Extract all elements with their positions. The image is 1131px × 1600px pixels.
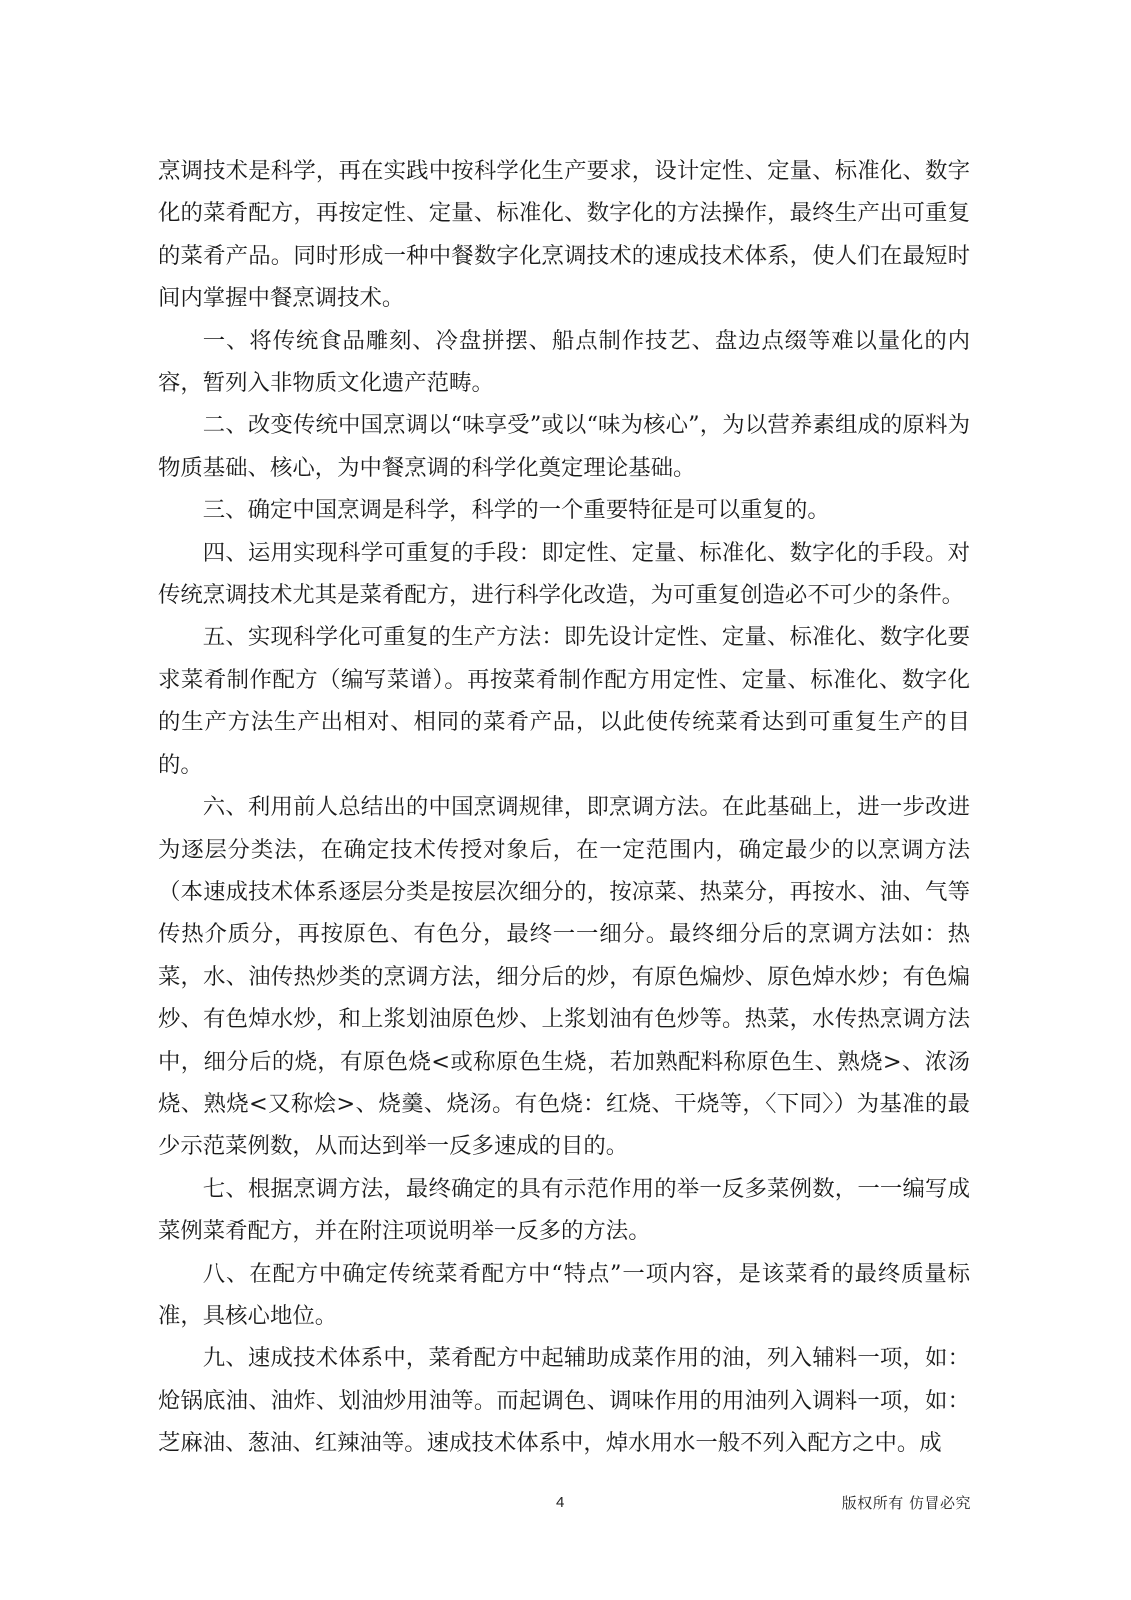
copyright-notice: 版权所有 仿冒必究	[841, 1494, 971, 1512]
paragraph-item-5: 五、实现科学化可重复的生产方法：即先设计定性、定量、标准化、数字化要求菜肴制作配方（编写菜谱）。再按菜肴制作配方用定性、定量、标准化、数字化的生产方法生产出相对、相同的菜肴产品，以此使传统菜肴达到可重复生产的目的。	[158, 624, 970, 778]
paragraph-item-8: 八、在配方中确定传统菜肴配方中“特点”一项内容，是该菜肴的最终质量标准，具核心地位。	[158, 1260, 970, 1329]
paragraph-item-7: 七、根据烹调方法，最终确定的具有示范作用的举一反多菜例数，一一编写成菜例菜肴配方，并在附注项说明举一反多的方法。	[158, 1175, 970, 1245]
paragraph-intro: 烹调技术是科学，再在实践中按科学化生产要求，设计定性、定量、标准化、数字化的菜肴配方，再按定性、定量、标准化、数字化的方法操作，最终生产出可重复的菜肴产品。同时形成一种中餐数字化烹调技术的速成技术体系，使人们在最短时间内掌握中餐烹调技术。	[158, 158, 970, 312]
paragraph-item-3: 三、确定中国烹调是科学，科学的一个重要特征是可以重复的。	[202, 497, 830, 524]
paragraph-item-9: 九、速成技术体系中，菜肴配方中起辅助成菜作用的油，列入辅料一项，如：炝锅底油、油炸、划油炒用油等。而起调色、调味作用的用油列入调料一项，如：芝麻油、葱油、红辣油等。速成技术体系中，焯水用水一般不列入配方之中。成	[158, 1345, 970, 1457]
paragraph-item-2: 二、改变传统中国烹调以“味享受”或以“味为核心”，为以营养素组成的原料为物质基础、核心，为中餐烹调的科学化奠定理论基础。	[158, 412, 970, 481]
paragraph-item-1: 一、将传统食品雕刻、冷盘拼摆、船点制作技艺、盘边点缀等难以量化的内容，暂列入非物质文化遗产范畴。	[158, 327, 970, 397]
paragraph-item-6: 六、利用前人总结出的中国烹调规律，即烹调方法。在此基础上，进一步改进为逐层分类法，在确定技术传授对象后，在一定范围内，确定最少的以烹调方法（本速成技术体系逐层分类是按层次细分的，按凉菜、热菜分，再按水、油、气等传热介质分，再按原色、有色分，最终一一细分。最终细分后的烹调方法如：热菜，水、油传热炒类的烹调方法，细分后的炒，有原色煸炒、原色焯水炒；有色煸炒、有色焯水炒，和上浆划油原色炒、上浆划油有色炒等。热菜，水传热烹调方法中，细分后的烧，有原色烧<或称原色生烧，若加熟配料称原色生、熟烧>、浓汤烧、熟烧<又称烩>、烧羹、烧汤。有色烧：红烧、干烧等，〈下同〉）为基准的最少示范菜例数，从而达到举一反多速成的目的。	[158, 794, 970, 1160]
page-number: 4	[556, 1494, 565, 1511]
document-body	[158, 150, 970, 1465]
paragraph-item-4: 四、运用实现科学可重复的手段：即定性、定量、标准化、数字化的手段。对传统烹调技术尤其是菜肴配方，进行科学化改造，为可重复创造必不可少的条件。	[158, 539, 970, 609]
page-footer	[0, 1492, 1131, 1516]
